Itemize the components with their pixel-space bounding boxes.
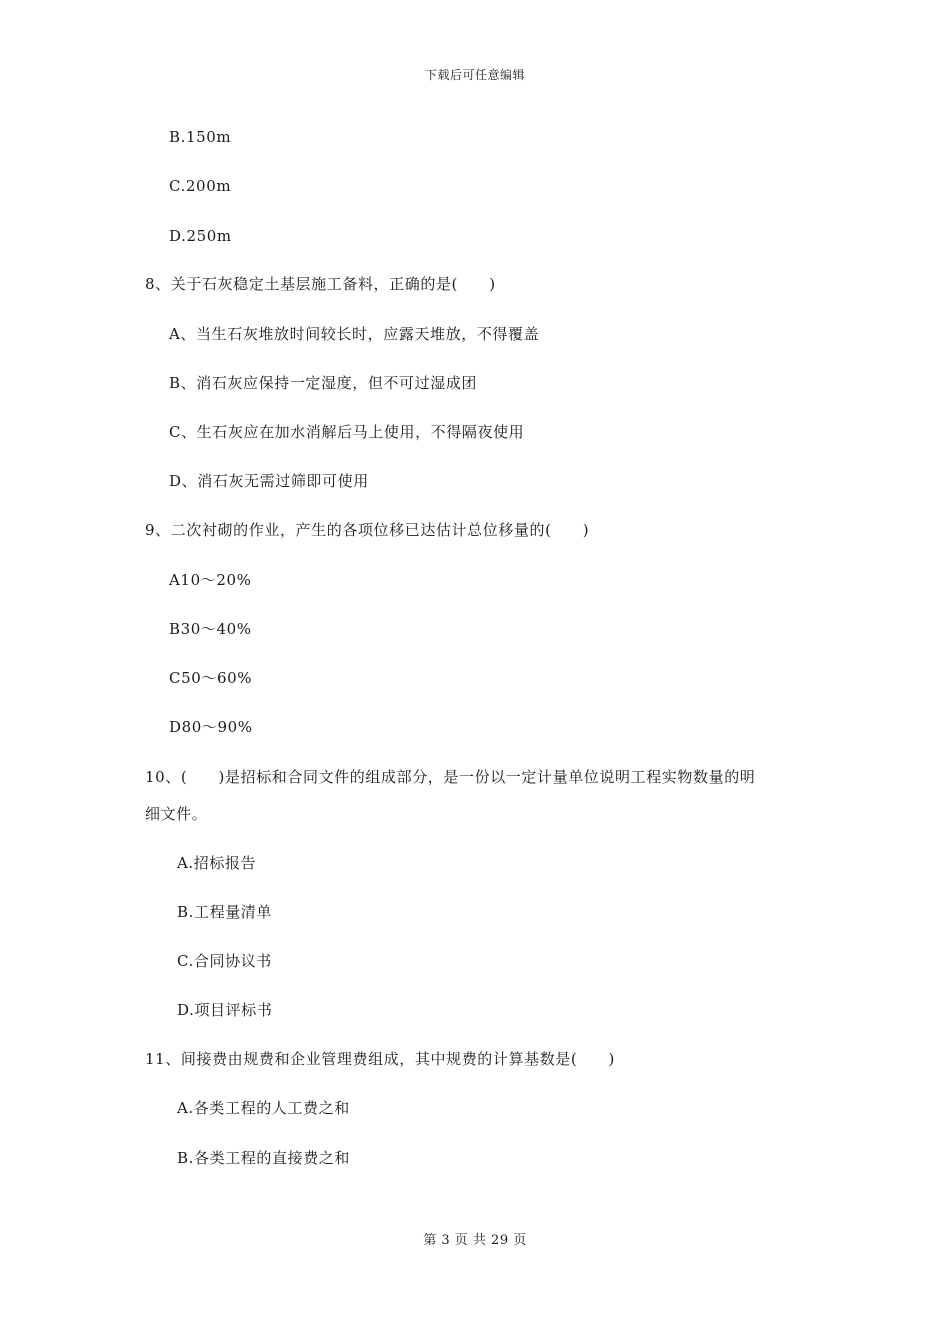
option-q10-b: B.工程量清单 [177, 903, 272, 921]
option-q9-c: C50～60% [169, 669, 253, 687]
option-q7-b: B.150m [169, 128, 232, 146]
option-q11-b: B.各类工程的直接费之和 [177, 1149, 350, 1167]
option-q7-d: D.250m [169, 227, 232, 245]
option-q11-a: A.各类工程的人工费之和 [177, 1099, 350, 1117]
option-q7-c: C.200m [169, 177, 232, 195]
option-q8-a: A、当生石灰堆放时间较长时，应露天堆放，不得覆盖 [169, 325, 540, 343]
option-q10-d: D.项目评标书 [177, 1001, 273, 1019]
question-9: 9、二次衬砌的作业，产生的各项位移已达估计总位移量的( ) [145, 521, 590, 539]
option-q10-a: A.招标报告 [177, 854, 257, 872]
option-q9-b: B30～40% [169, 620, 252, 638]
option-q9-a: A10～20% [169, 571, 252, 589]
question-11: 11、间接费由规费和企业管理费组成，其中规费的计算基数是( ) [145, 1050, 615, 1068]
option-q8-d: D、消石灰无需过筛即可使用 [169, 472, 369, 490]
page-footer-number: 第 3 页 共 29 页 [423, 1233, 527, 1248]
option-q9-d: D80～90% [169, 718, 253, 736]
page-header-note: 下载后可任意编辑 [424, 68, 525, 82]
option-q10-c: C.合同协议书 [177, 952, 272, 970]
option-q8-b: B、消石灰应保持一定湿度，但不可过湿成团 [169, 374, 478, 392]
option-q8-c: C、生石灰应在加水消解后马上使用，不得隔夜使用 [169, 423, 525, 441]
question-10-line-2: 细文件。 [145, 805, 208, 823]
question-10-line-1: 10、( )是招标和合同文件的组成部分，是一份以一定计量单位说明工程实物数量的明 [145, 768, 756, 786]
question-8: 8、关于石灰稳定土基层施工备料，正确的是( ) [145, 275, 496, 293]
